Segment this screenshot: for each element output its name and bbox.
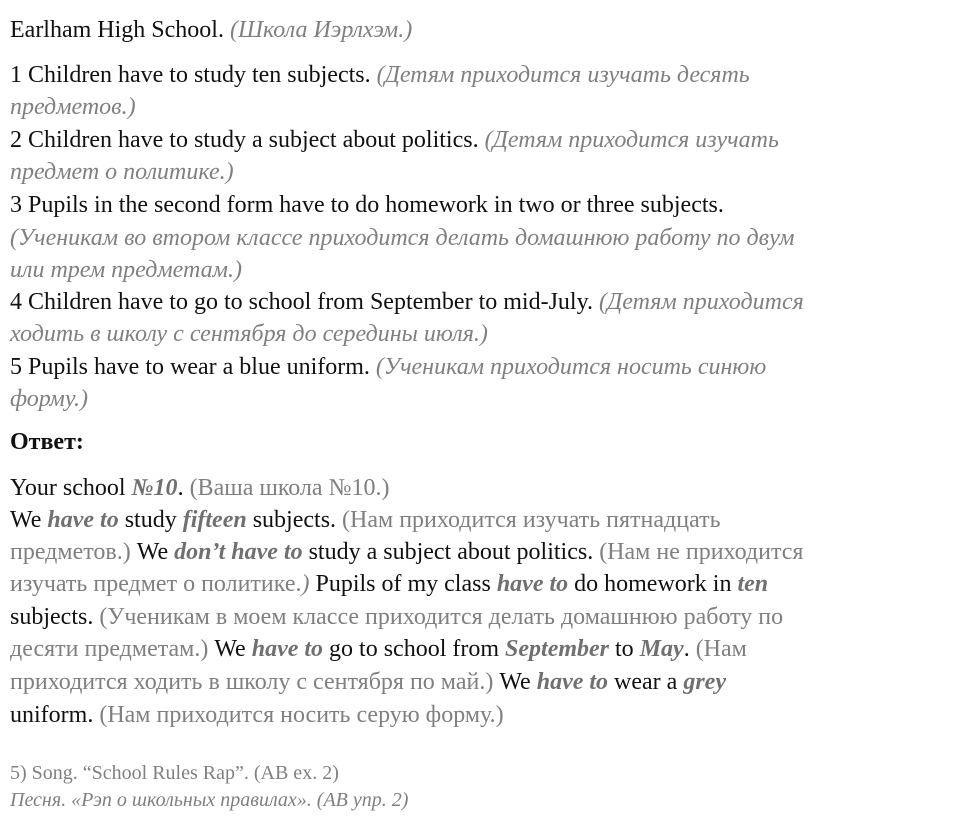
- statement-3: [10, 189, 724, 221]
- answer-keyword: have to: [251, 636, 324, 662]
- statement-3-ru-cont: или трем предметам.): [10, 257, 242, 283]
- answer-keyword: grey: [683, 669, 726, 695]
- statement-1-ru-cont: предметов.): [10, 94, 136, 120]
- answer-text: Pupils of my class: [309, 571, 497, 597]
- answer-line-1: [10, 472, 389, 504]
- answer-heading: Ответ:: [10, 429, 84, 455]
- answer-line-4: [10, 568, 768, 600]
- answer-line-6: [10, 633, 747, 665]
- statement-4-continued: [10, 318, 488, 350]
- answer-line-3: [10, 536, 803, 568]
- next-exercise-title: 5) Song. “School Rules Rap”. (AB ex. 2): [10, 762, 339, 784]
- statement-3-ru: (Ученикам во втором классе приходится делать домашнюю работу по двум: [10, 225, 795, 251]
- answer-text: We: [493, 669, 537, 695]
- answer-translation: (Нам приходится изучать пятнадцать: [342, 507, 721, 533]
- answer-line-2: [10, 504, 721, 536]
- statement-1: [10, 59, 750, 91]
- statement-2: [10, 124, 779, 156]
- answer-text: go to school from: [323, 636, 506, 662]
- answer-translation: (Нам не приходится: [599, 539, 804, 565]
- statement-2-ru-cont: предмет о политике.): [10, 159, 234, 185]
- answer-translation: (Нам: [695, 636, 747, 662]
- answer-translation: (Ваша школа №10.): [189, 475, 390, 501]
- answer-line-7: [10, 666, 726, 698]
- statement-3-translation: [10, 222, 794, 254]
- statement-5-en: 5 Pupils have to wear a blue uniform.: [10, 354, 370, 380]
- answer-translation: десяти предметам.): [10, 636, 209, 662]
- answer-text: .: [683, 636, 696, 662]
- statement-1-ru: (Детям приходится изучать десять: [376, 62, 750, 88]
- statement-5-ru-cont: форму.): [10, 386, 88, 412]
- statement-3-translation-continued: [10, 254, 242, 286]
- school-name: Earlham High School.: [10, 17, 224, 43]
- answer-text: study a subject about politics.: [302, 539, 600, 565]
- statement-4: [10, 286, 804, 318]
- answer-keyword: №10: [131, 475, 178, 501]
- statement-1-en: 1 Children have to study ten subjects.: [10, 62, 371, 88]
- answer-keyword: May: [639, 636, 684, 662]
- answer-text: We: [130, 539, 175, 565]
- answer-translation: предметов.): [10, 539, 131, 565]
- statement-4-en: 4 Children have to go to school from September to mid-July.: [10, 289, 594, 315]
- answer-keyword: have to: [536, 669, 609, 695]
- statement-2-en: 2 Children have to study a subject about politics.: [10, 127, 479, 153]
- statement-5: [10, 351, 766, 383]
- school-name-translation: (Школа Иэрлхэм.): [229, 17, 413, 43]
- statement-2-ru: (Детям приходится изучать: [484, 127, 779, 153]
- statement-2-continued: [10, 156, 234, 188]
- statement-1-continued: [10, 91, 136, 123]
- answer-text: Your school: [10, 475, 132, 501]
- answer-translation: (Нам приходится носить серую форму.): [99, 702, 504, 728]
- answer-line-5: [10, 601, 783, 633]
- answer-keyword: fifteen: [182, 507, 247, 533]
- answer-text: .: [177, 475, 190, 501]
- answer-keyword: don’t have to: [174, 539, 303, 565]
- answer-text: uniform.: [10, 702, 100, 728]
- statement-4-ru: (Детям приходится: [599, 289, 804, 315]
- answer-translation: ): [301, 571, 310, 597]
- answer-keyword: have to: [496, 571, 569, 597]
- answer-translation: (Ученикам в моем классе приходится делать домашнюю работу по: [99, 604, 784, 630]
- answer-text: wear a: [608, 669, 684, 695]
- answer-text: study: [118, 507, 183, 533]
- answer-line-8: [10, 699, 504, 731]
- statement-4-ru-cont: ходить в школу с сентября до середины июля.): [10, 321, 488, 347]
- answer-keyword: have to: [47, 507, 119, 533]
- answer-text: subjects.: [246, 507, 343, 533]
- answer-translation: изучать предмет о политике.: [10, 571, 302, 597]
- answer-keyword: September: [505, 636, 610, 662]
- next-exercise-title-translation: Песня. «Рэп о школьных правилах». (AB упр. 2): [10, 789, 409, 811]
- statement-3-en: 3 Pupils in the second form have to do homework in two or three subjects.: [10, 192, 724, 218]
- statement-5-ru: (Ученикам приходится носить синюю: [375, 354, 767, 380]
- answer-translation: приходится ходить в школу с сентября по май.): [10, 669, 494, 695]
- school-name-line: [10, 14, 412, 46]
- answer-text: do homework in: [568, 571, 738, 597]
- answer-text: subjects.: [10, 604, 100, 630]
- answer-text: We: [208, 636, 252, 662]
- statement-5-continued: [10, 383, 88, 415]
- answer-keyword: ten: [737, 571, 769, 597]
- answer-text: We: [10, 507, 48, 533]
- answer-text: to: [609, 636, 640, 662]
